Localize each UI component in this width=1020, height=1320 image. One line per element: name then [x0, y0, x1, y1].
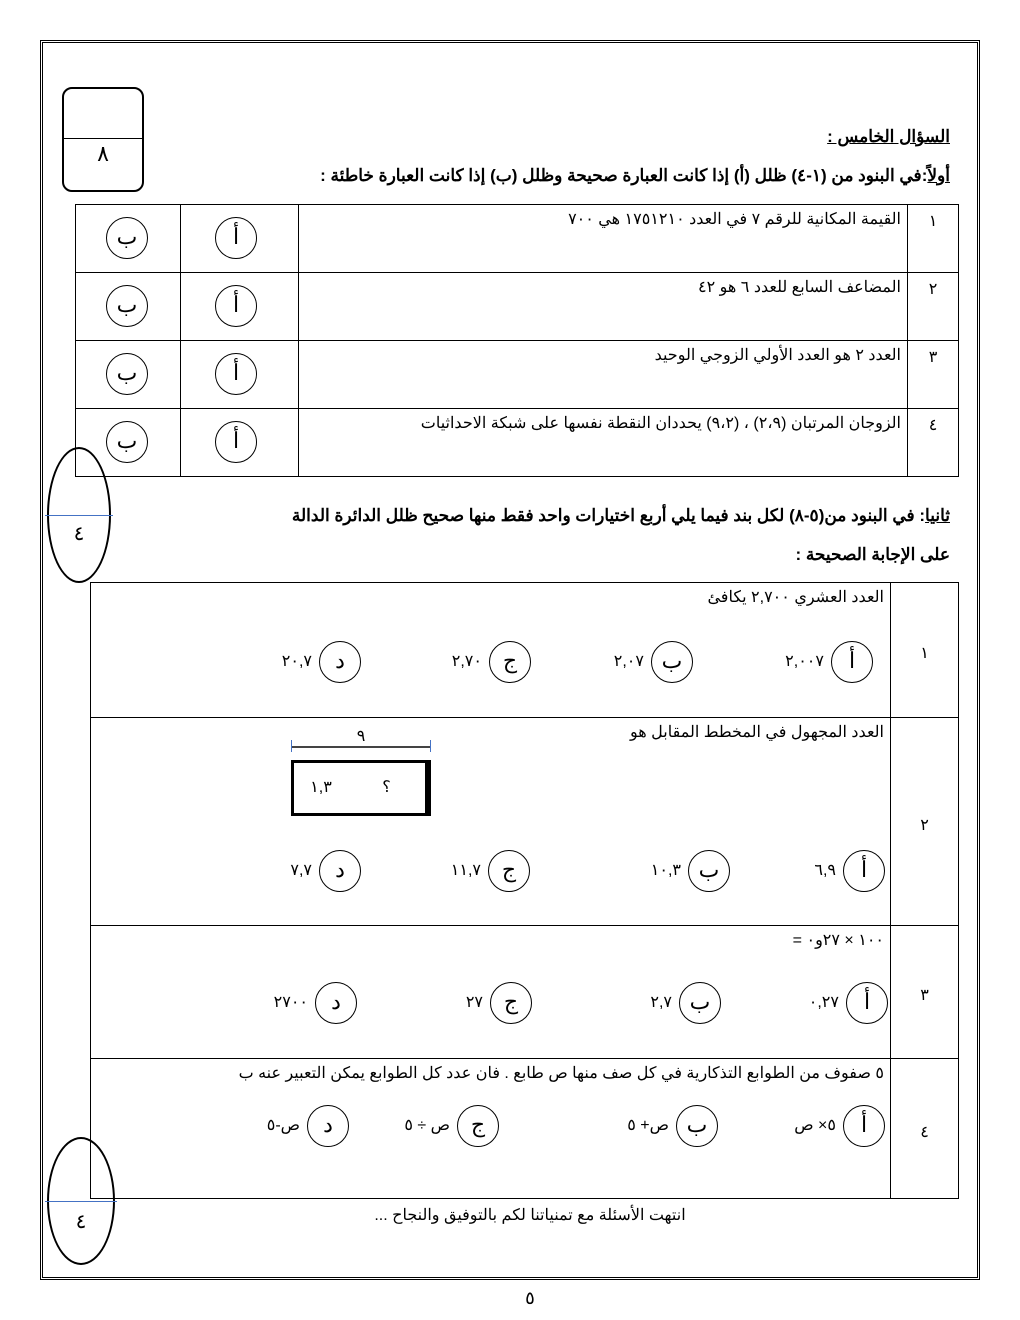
question-number: ٣ [891, 926, 959, 1059]
option-letter-circle[interactable]: ب [651, 641, 693, 683]
choice-true-circle[interactable]: أ [215, 421, 257, 463]
diagram-total-label: ٩ [356, 728, 366, 745]
item-number: ٤ [908, 409, 959, 477]
diagram-unknown: ؟ [348, 763, 428, 813]
page-number: ٥ [525, 1288, 535, 1308]
option-letter-circle[interactable]: ج [489, 641, 531, 683]
part1-score: ٤ [73, 523, 85, 545]
choice-true-circle[interactable]: أ [215, 217, 257, 259]
option-value: ٢,٧٠ [451, 653, 482, 670]
option-value: ٢٠,٧ [281, 653, 312, 670]
choice-false-circle[interactable]: ب [106, 217, 148, 259]
answer-option[interactable] [741, 641, 876, 683]
part1-instruction-text: :في البنود من (١-٤) ظلل (أ) إذا كانت العبارة صحيحة وظلل (ب) إذا كانت العبارة خاطئة : [320, 166, 928, 185]
option-letter-circle[interactable]: أ [846, 982, 888, 1024]
item-number: ٣ [908, 341, 959, 409]
option-letter-circle[interactable]: د [315, 982, 357, 1024]
statement: المضاعف السابع للعدد ٦ هو ٤٢ [299, 273, 908, 341]
option-value: ص+ ٥ [627, 1117, 669, 1134]
option-letter-circle[interactable]: ب [688, 850, 730, 892]
answer-option[interactable] [398, 850, 533, 892]
false-cell [76, 341, 181, 409]
part2-score-oval [47, 1137, 115, 1265]
answer-option[interactable] [225, 982, 360, 1024]
answer-option[interactable] [217, 1105, 352, 1147]
answer-option[interactable] [753, 1105, 888, 1147]
option-letter-circle[interactable]: ج [457, 1105, 499, 1147]
question-cell [91, 1059, 891, 1199]
false-cell [76, 273, 181, 341]
question-row [91, 1059, 959, 1199]
option-value: ص-٥ [266, 1117, 300, 1134]
answer-option[interactable] [367, 1105, 502, 1147]
choice-true-circle[interactable]: أ [215, 353, 257, 395]
total-score-box [62, 87, 144, 192]
part2-instruction-line1: : في البنود من(٥-٨) لكل بند فيما يلي أربع اختيارات واحد فقط منها صحيح ظلل الدائرة الدالة [291, 506, 926, 525]
question-text: العدد المجهول في المخطط المقابل هو [630, 724, 884, 741]
item-number: ١ [908, 205, 959, 273]
option-value: ٠,٢٧ [808, 994, 839, 1011]
bar-model-diagram [291, 726, 431, 816]
question-text: العدد العشري ٢,٧٠٠ يكافئ [707, 589, 884, 606]
answer-option[interactable] [753, 850, 888, 892]
option-value: ٦,٩ [814, 862, 836, 879]
part1-score-oval [47, 447, 111, 583]
true-cell [181, 409, 299, 477]
option-value: ص ÷ ٥ [404, 1117, 450, 1134]
part2-instruction [292, 506, 950, 526]
option-letter-circle[interactable]: ج [490, 982, 532, 1024]
true-cell [181, 273, 299, 341]
question-cell [91, 583, 891, 718]
answer-option[interactable] [589, 982, 724, 1024]
question-cell [91, 718, 891, 926]
diagram-tick-right [430, 740, 431, 752]
table-row [76, 273, 959, 341]
statement: العدد ٢ هو العدد الأولي الزوجي الوحيد [299, 341, 908, 409]
option-letter-circle[interactable]: د [319, 641, 361, 683]
diagram-box [291, 760, 431, 816]
false-cell [76, 205, 181, 273]
option-letter-circle[interactable]: أ [843, 850, 885, 892]
option-value: ٥× ص [794, 1117, 836, 1134]
option-value: ٢,٧ [650, 994, 672, 1011]
part2-instruction-line2: على الإجابة الصحيحة : [795, 545, 950, 564]
option-value: ١١,٧ [450, 862, 481, 879]
true-cell [181, 341, 299, 409]
choice-false-circle[interactable]: ب [106, 285, 148, 327]
option-value: ٢٧٠٠ [273, 994, 308, 1011]
part2-label: ثانيا [925, 506, 950, 525]
total-score: ٨ [97, 141, 109, 166]
option-letter-circle[interactable]: د [307, 1105, 349, 1147]
question-row [91, 718, 959, 926]
statement: الزوجان المرتبان (٢،٩) ، (٩،٢) يحددان النقطة نفسها على شبكة الاحداثيات [299, 409, 908, 477]
table-row [76, 341, 959, 409]
question-title: السؤال الخامس : [827, 127, 950, 146]
option-value: ٧,٧ [290, 862, 312, 879]
question-text: ١٠٠ × ٢٧و٠ = [792, 932, 884, 949]
option-letter-circle[interactable]: د [319, 850, 361, 892]
part2-score: ٤ [75, 1211, 87, 1233]
answer-option[interactable] [561, 641, 696, 683]
multiple-choice-table [90, 582, 959, 1199]
question-row [91, 926, 959, 1059]
option-value: ٢٧ [465, 994, 483, 1011]
true-cell [181, 205, 299, 273]
question-text: ٥ صفوف من الطوابع التذكارية في كل صف منها ص طابع . فان عدد كل الطوابع يمكن التعبير عنه ب [238, 1065, 884, 1082]
option-letter-circle[interactable]: ج [488, 850, 530, 892]
option-letter-circle[interactable]: ب [679, 982, 721, 1024]
table-row [76, 409, 959, 477]
question-number: ١ [891, 583, 959, 718]
option-value: ١٠,٣ [650, 862, 681, 879]
choice-true-circle[interactable]: أ [215, 285, 257, 327]
question-number: ٢ [891, 718, 959, 926]
diagram-bracket [291, 746, 431, 748]
true-false-table [75, 204, 959, 477]
option-letter-circle[interactable]: أ [843, 1105, 885, 1147]
closing-message: انتهت الأسئلة مع تمنياتنا لكم بالتوفيق والنجاح ... [374, 1207, 686, 1224]
option-value: ٢,٠٧ [613, 653, 644, 670]
table-row [76, 205, 959, 273]
answer-option[interactable] [229, 641, 364, 683]
answer-option[interactable] [229, 850, 364, 892]
answer-option[interactable] [586, 1105, 721, 1147]
diagram-tick-left [291, 740, 292, 752]
choice-false-circle[interactable]: ب [106, 353, 148, 395]
answer-option[interactable] [598, 850, 733, 892]
question-row [91, 583, 959, 718]
choice-false-circle[interactable]: ب [106, 421, 148, 463]
answer-option[interactable] [400, 982, 535, 1024]
part1-label: أولاً [927, 166, 950, 185]
question-number: ٤ [891, 1059, 959, 1199]
answer-option[interactable] [756, 982, 891, 1024]
statement: القيمة المكانية للرقم ٧ في العدد ١٧٥١٢١٠ هي ٧٠٠ [299, 205, 908, 273]
option-letter-circle[interactable]: أ [831, 641, 873, 683]
question-cell [91, 926, 891, 1059]
item-number: ٢ [908, 273, 959, 341]
diagram-known: ١,٣ [310, 779, 332, 796]
option-letter-circle[interactable]: ب [676, 1105, 718, 1147]
answer-option[interactable] [399, 641, 534, 683]
option-value: ٢,٠٠٧ [785, 653, 824, 670]
part1-instruction [320, 166, 950, 186]
